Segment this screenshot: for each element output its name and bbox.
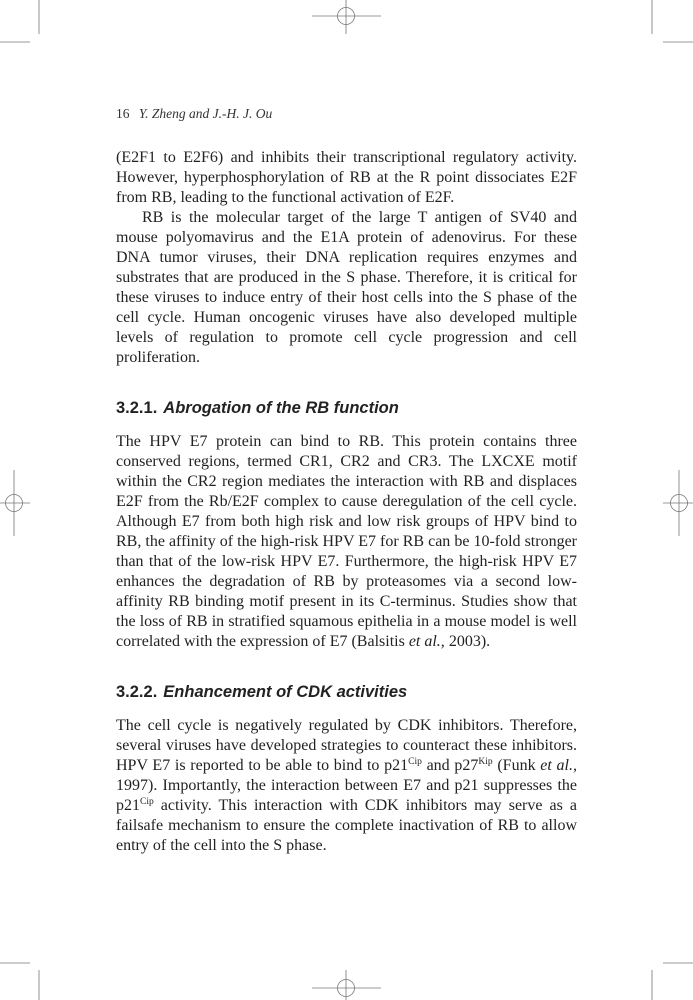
paragraph-text: activity. This interaction with CDK inhibitors may serve as a failsafe mechanism to ensure the complete inactivation of RB to allow entry of the cell into the S phase. bbox=[116, 797, 577, 854]
section-number: 3.2.2. bbox=[116, 683, 158, 701]
superscript-cip: Cip bbox=[140, 797, 154, 807]
paragraph-text: The cell cycle is negatively regulated by CDK inhibitors. Therefore, several viruses have developed strategies to counteract these inhibitors. HPV E7 is reported to be able to bind to p21 bbox=[116, 717, 577, 774]
superscript-kip: Kip bbox=[478, 757, 493, 767]
citation-et-al: et al., bbox=[540, 757, 578, 774]
section-number: 3.2.1. bbox=[116, 399, 158, 417]
registration-mark-left bbox=[0, 470, 30, 536]
registration-mark-top bbox=[312, 0, 381, 34]
registration-mark-bottom bbox=[312, 970, 381, 1000]
page-content bbox=[116, 104, 577, 856]
paragraph-text-end: 2003). bbox=[444, 633, 491, 650]
citation-et-al: et al., bbox=[408, 633, 445, 650]
paragraph-text: 1997). Importantly, the interaction between E7 and p21 suppresses the p21 bbox=[116, 777, 577, 814]
section-3-2-2-paragraph bbox=[116, 716, 577, 856]
section-heading-3-2-2 bbox=[116, 682, 577, 702]
page-number: 16 bbox=[116, 106, 130, 121]
superscript-cip: Cip bbox=[408, 757, 422, 767]
running-head bbox=[116, 104, 577, 124]
running-head-authors: Y. Zheng and J.-H. J. Ou bbox=[138, 106, 273, 121]
section-title: Abrogation of the RB function bbox=[163, 399, 399, 417]
section-title: Enhancement of CDK activities bbox=[163, 683, 408, 701]
paragraph-text: and p27 bbox=[421, 757, 479, 774]
intro-paragraph-1: (E2F1 to E2F6) and inhibits their transcriptional regulatory activity. However, hyperphosphorylation of RB at the R point dissociates E2F from RB, leading to the functional activation of E2F. bbox=[116, 149, 577, 206]
paragraph-text: The HPV E7 protein can bind to RB. This protein contains three conserved regions, termed CR1, CR2 and CR3. The LXCXE motif within the CR2 region mediates the interaction with RB and displaces E2F from the Rb/E2F complex to cause deregulation of the cell cycle. Although E7 from both high risk and low risk groups of HPV bind to RB, the affinity of the high-risk HPV E7 for RB can be 10-fold stronger than that of the low-risk HPV E7. Furthermore, the high-risk HPV E7 enhances the degradation of RB by proteasomes via a second low-affinity RB binding motif present in its C-terminus. Studies show that the loss of RB in stratified squamous epithelia in a mouse model is well correlated with the expression of E7 (Balsitis bbox=[116, 433, 577, 650]
registration-mark-right bbox=[663, 470, 693, 536]
intro-paragraph-2: RB is the molecular target of the large T antigen of SV40 and mouse polyomavirus and the E1A protein of adenovirus. For these DNA tumor viruses, their DNA replication requires enzymes and substrates that are produced in the S phase. Therefore, it is critical for these viruses to induce entry of their host cells into the S phase of the cell cycle. Human oncogenic viruses have also developed multiple levels of regulation to promote cell cycle progression and cell proliferation. bbox=[116, 209, 577, 366]
section-3-2-1-paragraph bbox=[116, 432, 577, 652]
paragraph-text: (Funk bbox=[492, 757, 541, 774]
section-heading-3-2-1 bbox=[116, 398, 577, 418]
